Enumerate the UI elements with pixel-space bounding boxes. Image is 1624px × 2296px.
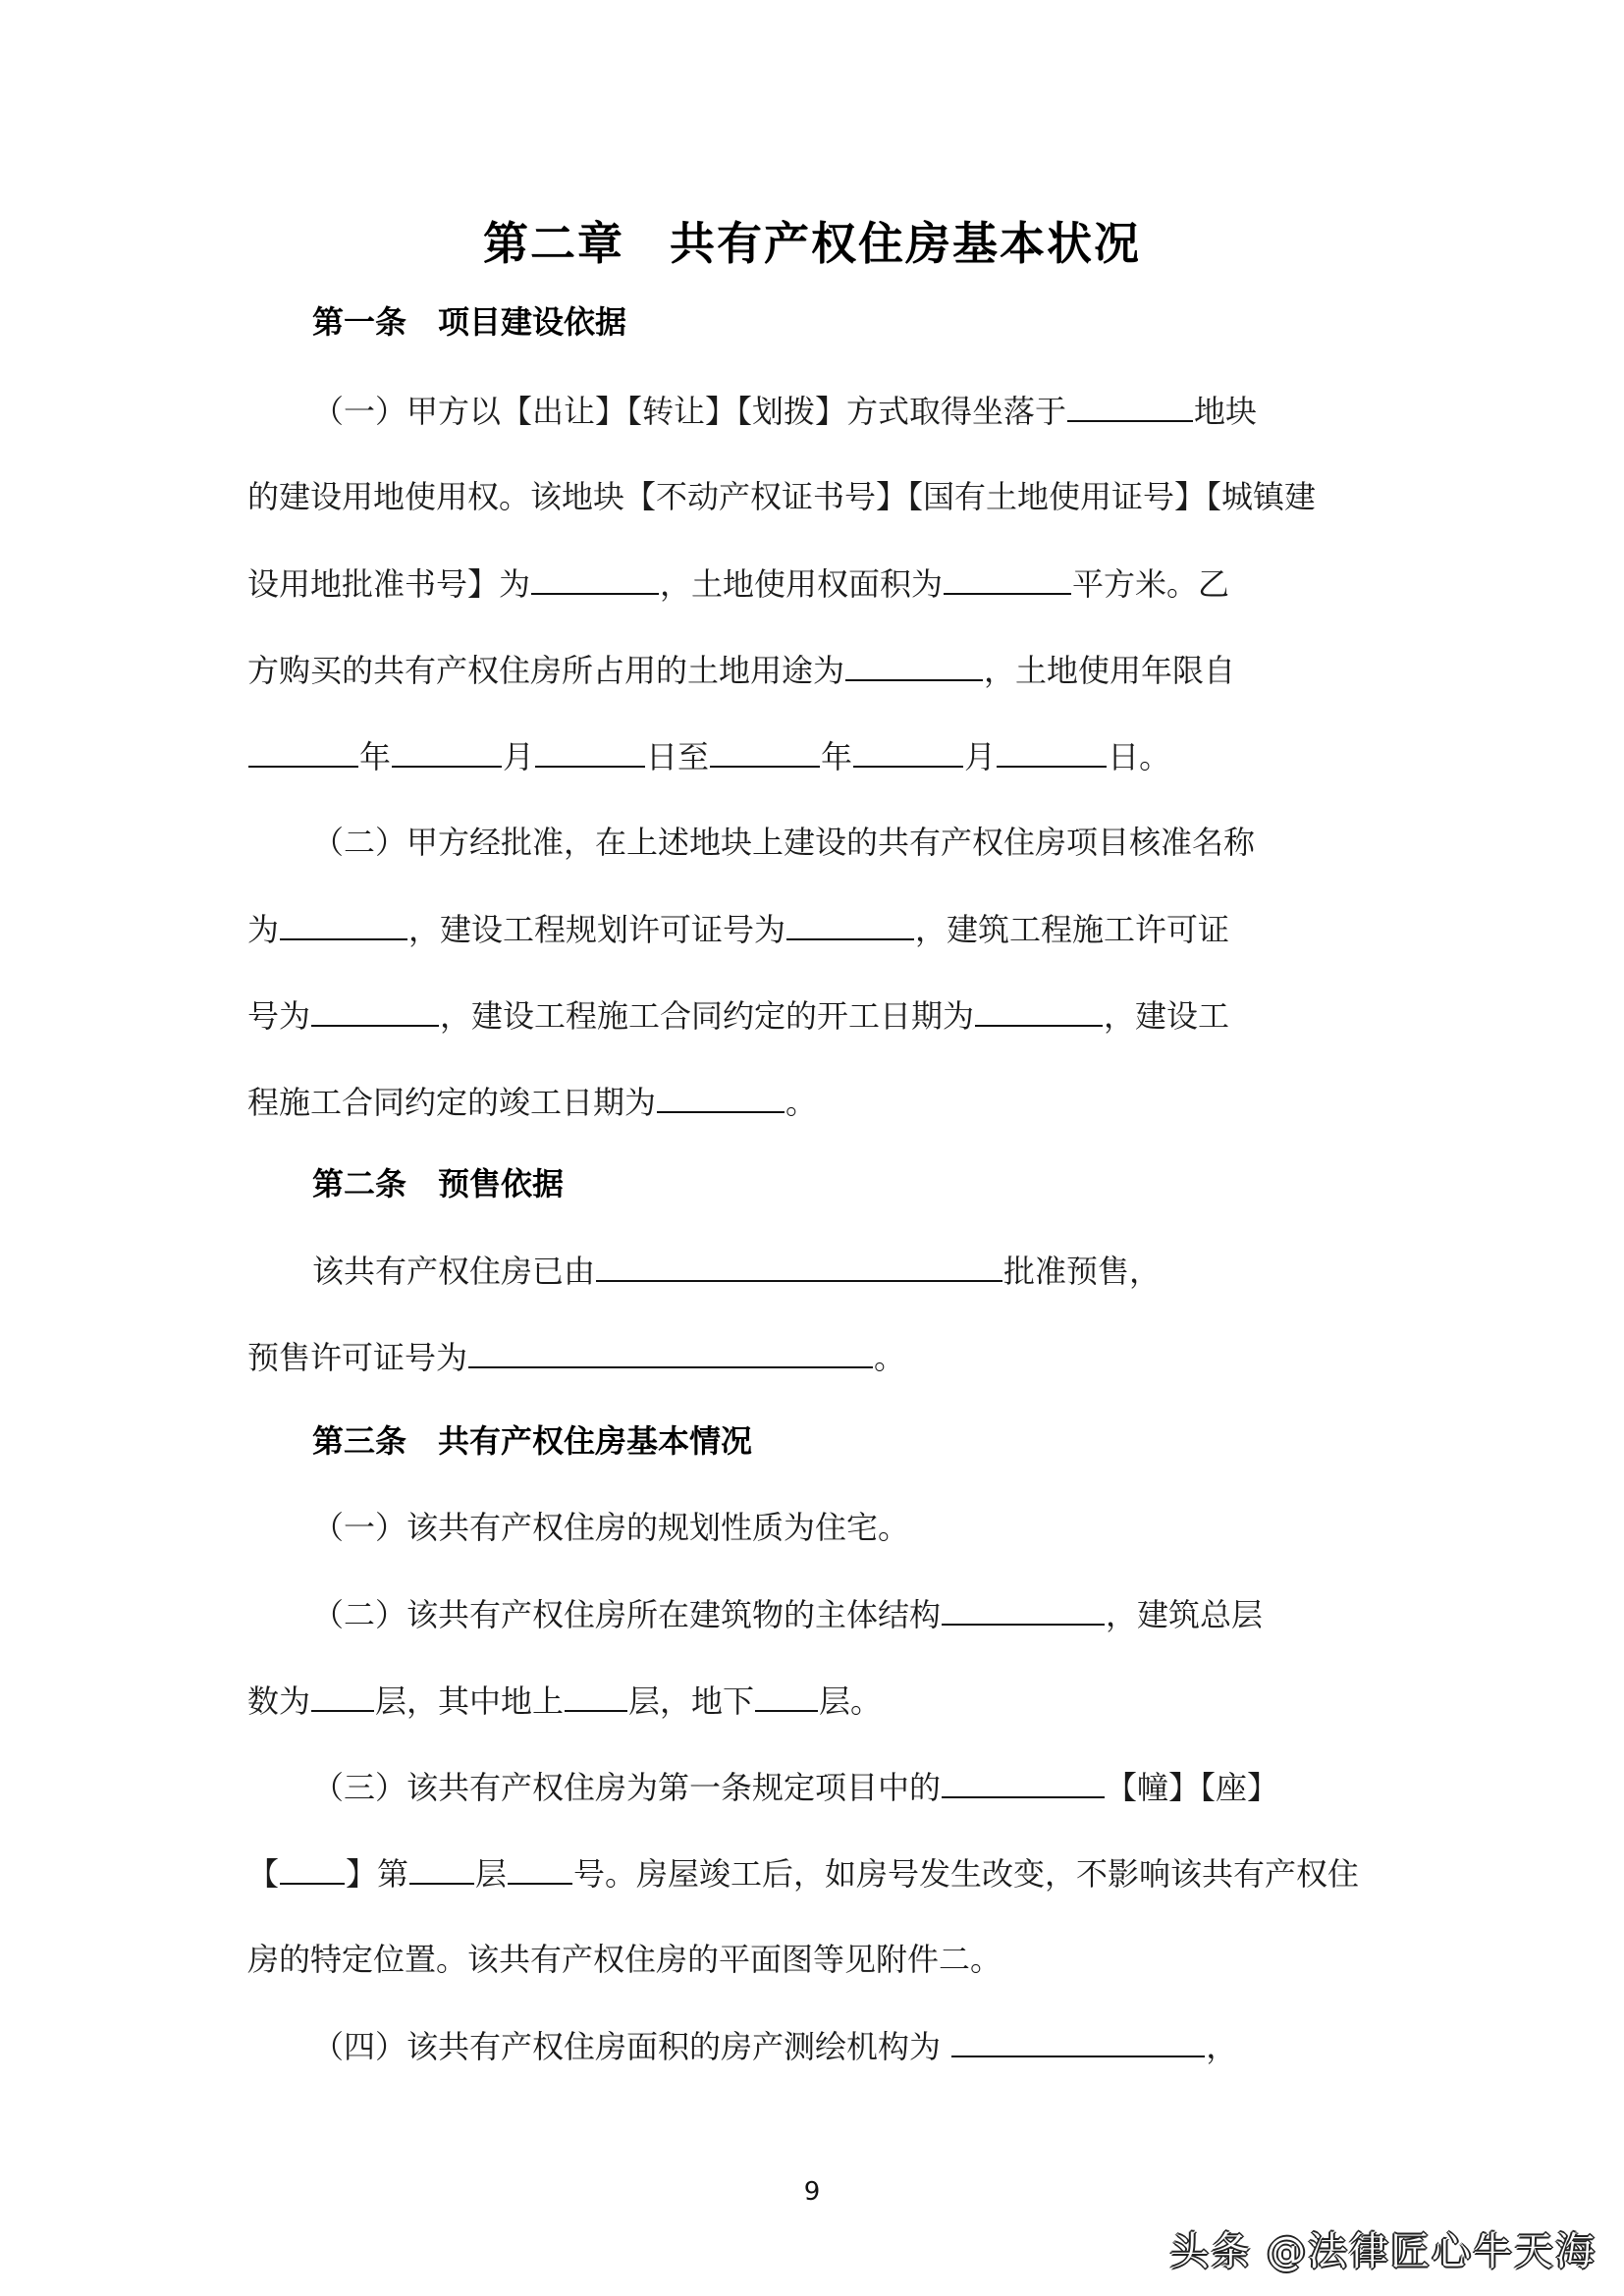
paragraph-line [247,1681,882,1721]
text: （三）该共有产权住房为第一条规定项目中的 [312,1769,942,1806]
fill-blank-month[interactable] [853,736,963,768]
text: 房的特定位置。该共有产权住房的平面图等见附件二。 [247,1941,1002,1978]
paragraph-line [312,1251,1161,1291]
article-1-heading [312,302,626,342]
fill-blank-day[interactable] [535,736,645,768]
fill-blank[interactable] [565,1681,627,1712]
fill-blank[interactable] [311,995,439,1027]
text: 。 [785,1084,818,1121]
text: （二）甲方经批准，在上述地块上建设的共有产权住房项目核准名称 [312,824,1256,861]
text: 】第 [346,1855,409,1893]
paragraph-line [247,477,1316,516]
text: ，建设工 [1104,997,1230,1035]
text: 【 [247,1855,280,1893]
text: 月 [503,738,535,775]
fill-blank[interactable] [845,650,983,681]
fill-blank[interactable] [942,1594,1105,1626]
article-3-heading [312,1421,752,1461]
text: 【幢】【座】 [1106,1769,1279,1806]
article-label: 第三条 [312,1422,407,1460]
paragraph-line [312,2026,1237,2066]
text: ，建筑总层 [1106,1596,1264,1633]
text: 地块 [1194,393,1258,430]
fill-blank[interactable] [951,2026,1205,2057]
text: 批准预售， [1003,1253,1162,1290]
text: 为 [247,911,280,948]
paragraph-line [312,1594,1263,1634]
paragraph-line [312,391,1257,431]
article-title: 项目建设依据 [438,303,627,341]
text: 层，其中地上 [375,1682,565,1720]
paragraph-line [247,909,1229,949]
fill-blank[interactable] [409,1853,474,1885]
fill-blank-day[interactable] [997,736,1107,768]
paragraph-line [247,1082,817,1122]
paragraph-line [312,1767,1278,1807]
text: 号。房屋竣工后，如房号发生改变，不影响该共有产权住 [573,1855,1360,1893]
paragraph-line [247,650,1235,690]
text: ， [1206,2028,1238,2065]
article-2-heading [312,1164,564,1203]
text: 日。 [1108,738,1171,775]
text: 层 [475,1855,508,1893]
paragraph-line [247,1337,905,1377]
article-title: 共有产权住房基本情况 [438,1422,753,1460]
text: ，建设工程规划许可证号为 [408,911,786,948]
date-range-line [247,736,1170,776]
text: 日至 [646,738,710,775]
text: 平方米。乙 [1072,565,1230,603]
chapter-title [0,208,1624,273]
chapter-name: 共有产权住房基本状况 [670,217,1141,270]
chapter-label: 第二章 [483,217,624,270]
text: ，土地使用权面积为 [660,565,944,603]
fill-blank[interactable] [975,995,1103,1027]
text: 层，地下 [628,1682,755,1720]
page-number: 9 [803,2177,821,2207]
text: 号为 [247,997,311,1035]
text: 月 [964,738,997,775]
text: 该共有产权住房已由 [312,1253,596,1290]
text: 的建设用地使用权。该地块【不动产权证书号】【国有土地使用证号】【城镇建 [247,478,1317,515]
text: 数为 [247,1682,311,1720]
fill-blank[interactable] [1067,391,1193,422]
text: 预售许可证号为 [247,1339,468,1376]
fill-blank-month[interactable] [392,736,502,768]
fill-blank[interactable] [657,1082,785,1113]
fill-blank[interactable] [596,1251,1002,1282]
text: 年 [359,738,392,775]
text: ，建筑工程施工许可证 [915,911,1230,948]
watermark: 头条 @法律匠心牛天海 [1169,2229,1597,2274]
text: （二）该共有产权住房所在建筑物的主体结构 [312,1596,942,1633]
paragraph-line [247,995,1229,1036]
text: 方购买的共有产权住房所占用的土地用途为 [247,652,845,689]
paragraph-line [312,1508,909,1547]
fill-blank-year[interactable] [248,736,358,768]
text: 层。 [819,1682,883,1720]
fill-blank[interactable] [280,909,407,940]
fill-blank-year[interactable] [710,736,820,768]
fill-blank[interactable] [468,1337,873,1368]
fill-blank[interactable] [755,1681,818,1712]
fill-blank[interactable] [280,1853,345,1885]
text: 。 [874,1339,906,1376]
text: 年 [821,738,853,775]
paragraph-line [247,563,1229,604]
article-title: 预售依据 [438,1165,565,1202]
fill-blank[interactable] [508,1853,572,1885]
fill-blank[interactable] [944,563,1071,595]
fill-blank[interactable] [786,909,914,940]
article-label: 第二条 [312,1165,407,1202]
text: ，土地使用年限自 [984,652,1236,689]
text: 设用地批准书号】为 [247,565,531,603]
paragraph-line [247,1940,1001,1979]
article-label: 第一条 [312,303,407,341]
paragraph-line [312,823,1255,862]
text: （一）甲方以【出让】【转让】【划拨】方式取得坐落于 [312,393,1067,430]
text: 程施工合同约定的竣工日期为 [247,1084,657,1121]
text: （一）该共有产权住房的规划性质为住宅。 [312,1509,910,1546]
text: （四）该共有产权住房面积的房产测绘机构为 [312,2028,942,2065]
fill-blank[interactable] [531,563,659,595]
fill-blank[interactable] [942,1767,1105,1798]
paragraph-line [247,1853,1359,1894]
text: ，建设工程施工合同约定的开工日期为 [440,997,975,1035]
fill-blank[interactable] [311,1681,374,1712]
